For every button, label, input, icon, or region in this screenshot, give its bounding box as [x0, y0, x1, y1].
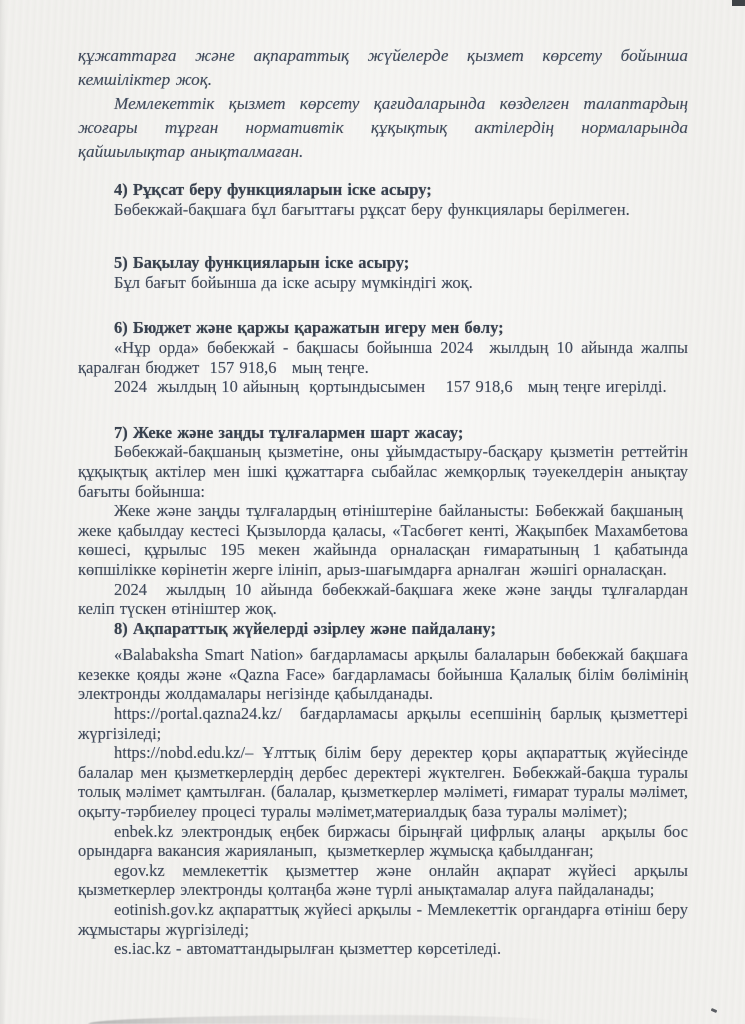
- scan-bottom-speck: [711, 1008, 718, 1013]
- section-7-body-1: Бөбекжай-бақшаның қызметіне, оны ұйымдастыру-басқару қызметін реттейтін құқықтық актілер мен ішкі құжаттарға сыбайлас жемқорлық тәуекелдерін анықтау бағыты бойынша:: [78, 442, 688, 501]
- section-8-body-5: egov.kz мемлекеттік қызметтер және онлайн ақпарат жүйесі арқылы қызметкерлер электронды қолтаңба және түрлі анықтамалар алуға пайдаланады;: [78, 860, 688, 900]
- section-6-body-2: 2024 жылдың 10 айының қортындысымен 157 918,6 мың теңге игерілді.: [114, 377, 667, 397]
- section-7-body-3: 2024 жылдың 10 айында бөбекжай-бақшаға жеке және заңды тұлғалардан келіп түскен өтініштер жоқ.: [78, 579, 688, 619]
- section-8-body-4: enbek.kz электрондық еңбек биржасы бірыңғай цифрлық алаңы арқылы бос орындарға вакансия жарияланып, қызметкерлер жұмысқа қабылданған;: [78, 821, 688, 861]
- intro-paragraph-2: Мемлекеттік қызмет көрсету қағидаларында көзделген талаптардың жоғары тұрған нормативтік құқықтық актілердің нормаларында қайшылықтар анықталмаған.: [78, 94, 688, 161]
- section-8-body-1: «Balabaksha Smart Nation» бағдарламасы арқылы балаларын бөбекжай бақшаға кезекке қояды және «Qazna Face» бағдарламасы бойынша Қалалық білім бөлімінің электронды жолдамалары негізінде қабылданады.: [78, 645, 688, 704]
- section-7-heading: 7) Жеке және заңды тұлғалармен шарт жасау;: [114, 422, 464, 442]
- section-8-body-7: es.iac.kz - автоматтандырылған қызметтер көрсетіледі.: [114, 939, 502, 959]
- section-5-heading: 5) Бақылау функцияларын іске асыру;: [114, 253, 410, 273]
- scan-corner-mark: [732, 0, 745, 6]
- intro-paragraph-1: құжаттарға және ақпараттық жүйелерде қызмет көрсету бойынша кемшіліктер жоқ.: [78, 46, 688, 89]
- section-7-body-2: Жеке және заңды тұлғалардың өтініштеріне байланысты: Бөбекжай бақшаның жеке қабылдау кестесі Қызылорда қаласы, «Тасбөгет кенті, Жақыпбек Махамбетова көшесі, құрылыс 195 мекен жайында орналасқан ғимаратының 1 қабатында көпшілікке көрінетін жерге ілініп, арыз-шағымдарға арналған жәшігі орналасқан.: [78, 501, 688, 579]
- scan-left-edge-shade: [0, 0, 6, 1024]
- section-4-heading: 4) Рұқсат беру функцияларын іске асыру;: [114, 180, 432, 199]
- section-6-body-1: «Нұр орда» бөбекжай - бақшасы бойынша 2024 жылдың 10 айында жалпы қаралған бюджет 157 918,6 мың теңге.: [78, 337, 688, 377]
- document-text-block: [78, 44, 688, 959]
- section-8-body-2: https://portal.qazna24.kz/ бағдарламасы арқылы есепшінің барлық қызметтері жүргізіледі;: [78, 704, 688, 743]
- section-8-heading: 8) Ақпараттық жүйелерді әзірлеу және пайдалану;: [114, 618, 497, 638]
- section-8-body-3: https://nobd.edu.kz/– Ұлттық білім беру деректер қоры ақпараттық жүйесінде балалар мен қызметкерлердің дербес деректері жүктелген. Бөбекжай-бақша туралы толық мәлімет қамтылған. (балалар, қызметкерлер мәліметі, ғимарат туралы мәлімет, оқыту-тәрбиелеу процесі туралы мәлімет,материалдық база туралы мәлімет);: [78, 743, 688, 822]
- section-6-heading: 6) Бюджет және қаржы қаражатын игеру мен бөлу;: [114, 318, 504, 338]
- section-5-body: Бұл бағыт бойынша да іске асыру мүмкіндігі жоқ.: [114, 272, 473, 292]
- section-4-body: Бөбекжай-бақшаға бұл бағыттағы рұқсат беру функциялары берілмеген.: [114, 199, 630, 219]
- scan-bottom-smudge: [88, 1015, 560, 1024]
- section-8-body-6: eotinish.gov.kz ақпараттық жүйесі арқылы - Мемлекеттік органдарға өтініш беру жұмыстары жүргізіледі;: [78, 900, 688, 939]
